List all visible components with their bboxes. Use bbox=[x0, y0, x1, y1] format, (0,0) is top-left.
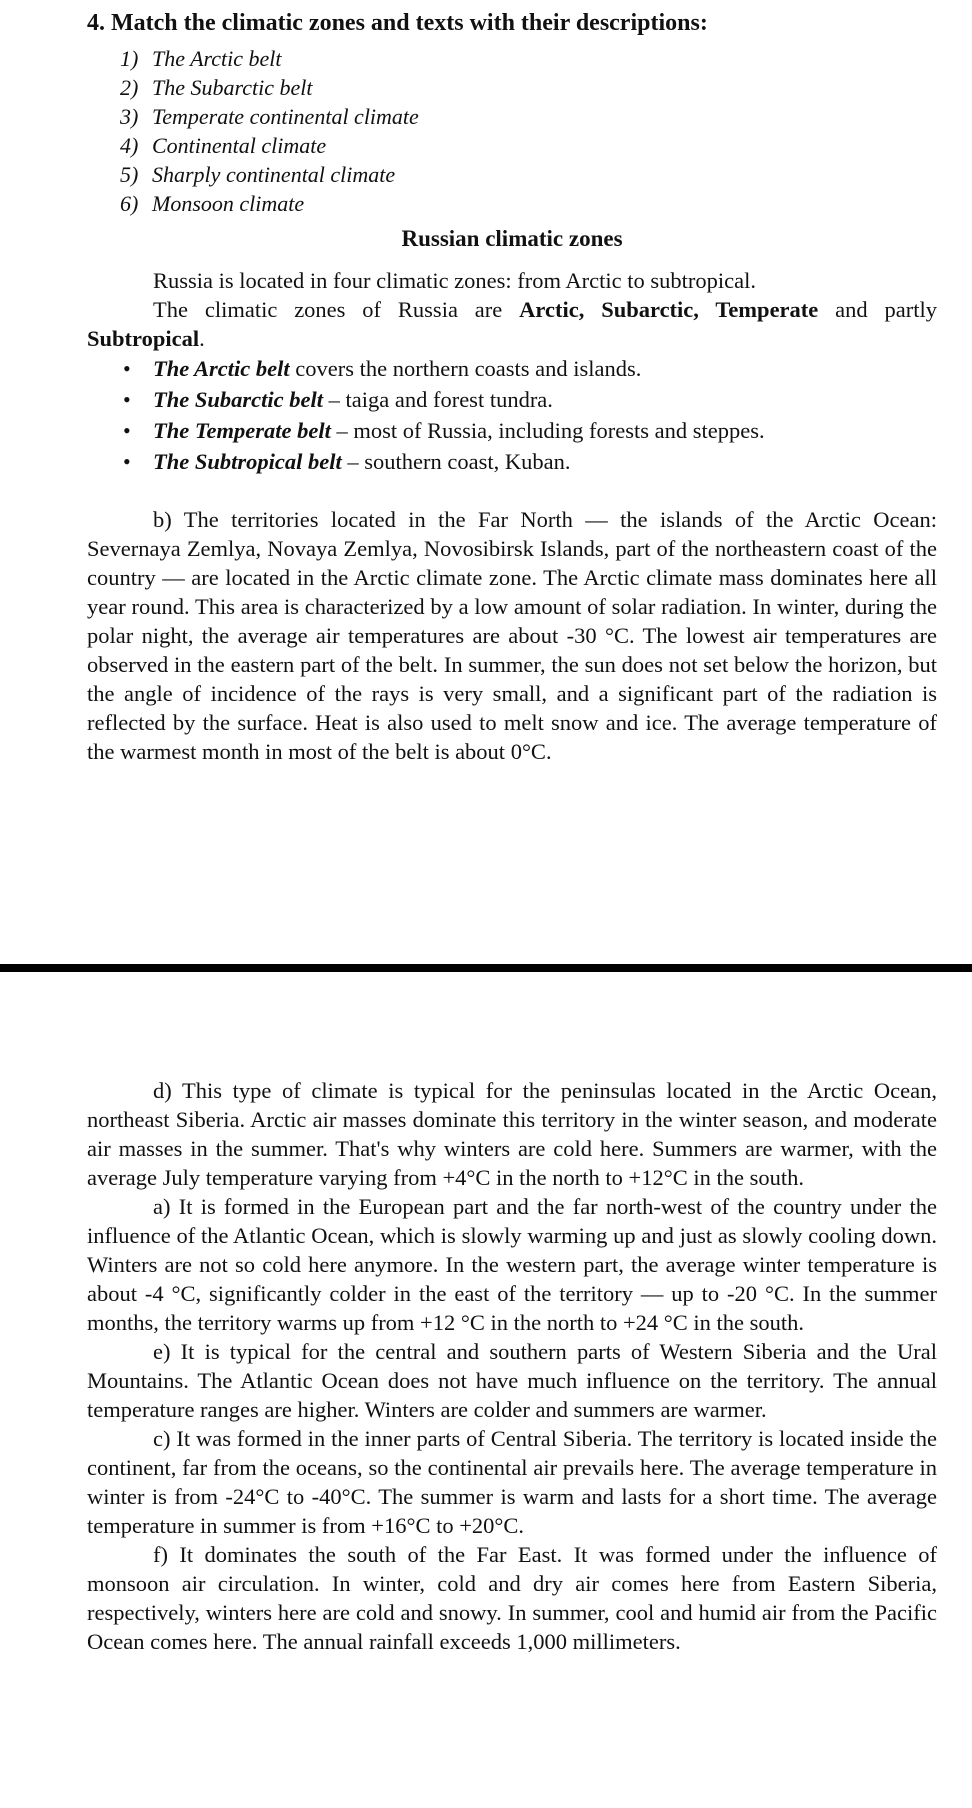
text-e: e) It is typical for the central and southern parts of Western Siberia and the Ural Mountains. The Atlantic Ocean does not have much influence on the territory. The annual temperature ranges are higher. Winters are colder and summers are warmer. bbox=[87, 1339, 937, 1422]
belt-list bbox=[87, 353, 937, 477]
page-separator bbox=[0, 964, 972, 972]
text-f: f) It dominates the south of the Far East. It was formed under the influence of monsoon air circulation. In winter, cold and dry air comes here from Eastern Siberia, respectively, winters here are cold and snowy. In summer, cool and humid air from the Pacific Ocean comes here. The annual rainfall exceeds 1,000 millimeters. bbox=[87, 1542, 937, 1654]
belt-item: • The Subtropical belt – southern coast, Kuban. bbox=[87, 446, 937, 477]
text-d: d) This type of climate is typical for the peninsulas located in the Arctic Ocean, northeast Siberia. Arctic air masses dominate this territory in the winter season, and moderate air masses in the summer. That's why winters are cold here. Summers are warmer, with the average July temperature varying from +4°C in the north to +12°C in the south. bbox=[87, 1078, 937, 1190]
text-b: b) The territories located in the Far North — the islands of the Arctic Ocean: Severnaya Zemlya, Novaya Zemlya, Novosibirsk Islands, part of the northeastern coast of the country — are located in the Arctic climate zone. The Arctic climate mass dominates here all year round. This area is characterized by a low amount of solar radiation. In winter, during the polar night, the average air temperatures are about -30 °C. The lowest air temperatures are observed in the eastern part of the belt. In summer, the sun does not set below the horizon, but the angle of incidence of the rays is very small, and a significant part of the radiation is reflected by the surface. Heat is also used to melt snow and ice. The average temperature of the warmest month in most of the belt is about 0°C. bbox=[87, 507, 937, 764]
question-title: 4. Match the climatic zones and texts with their descriptions: bbox=[87, 10, 708, 36]
zone-item: 6) Monsoon climate bbox=[120, 191, 305, 216]
zone-item: 4) Continental climate bbox=[120, 133, 327, 158]
section-title: Russian climatic zones bbox=[401, 226, 623, 251]
zone-item: 3) Temperate continental climate bbox=[120, 104, 419, 129]
intro-paragraph-2: The climatic zones of Russia are Arctic, Subarctic, Temperate and partly Subtropical. bbox=[87, 297, 937, 351]
bullet-icon: • bbox=[123, 449, 131, 474]
zone-list bbox=[87, 44, 937, 218]
belt-item: • The Arctic belt covers the northern coasts and islands. bbox=[87, 353, 937, 384]
zone-item: 5) Sharply continental climate bbox=[120, 162, 396, 187]
bullet-icon: • bbox=[123, 387, 131, 412]
intro-paragraph-1: Russia is located in four climatic zones: from Arctic to subtropical. bbox=[153, 268, 756, 293]
bullet-icon: • bbox=[123, 356, 131, 381]
bottom-page bbox=[87, 1076, 937, 1656]
text-a: a) It is formed in the European part and the far north-west of the country under the influence of the Atlantic Ocean, which is slowly warming up and just as slowly cooling down. Winters are not so cold here anymore. In the western part, the average winter temperature is about -4 °C, significantly colder in the east of the territory — up to -20 °C. In the summer months, the territory warms up from +12 °C in the north to +24 °C in the south. bbox=[87, 1194, 937, 1335]
belt-item: • The Subarctic belt – taiga and forest tundra. bbox=[87, 384, 937, 415]
zone-item: 2) The Subarctic belt bbox=[120, 75, 313, 100]
top-page bbox=[87, 8, 937, 766]
belt-item: • The Temperate belt – most of Russia, including forests and steppes. bbox=[87, 415, 937, 446]
zone-item: 1) The Arctic belt bbox=[120, 46, 282, 71]
bullet-icon: • bbox=[123, 418, 131, 443]
text-c: c) It was formed in the inner parts of Central Siberia. The territory is located inside the continent, far from the oceans, so the continental air prevails here. The average temperature in winter is from -24°C to -40°C. The summer is warm and lasts for a short time. The average temperature in summer is from +16°C to +20°C. bbox=[87, 1426, 937, 1538]
